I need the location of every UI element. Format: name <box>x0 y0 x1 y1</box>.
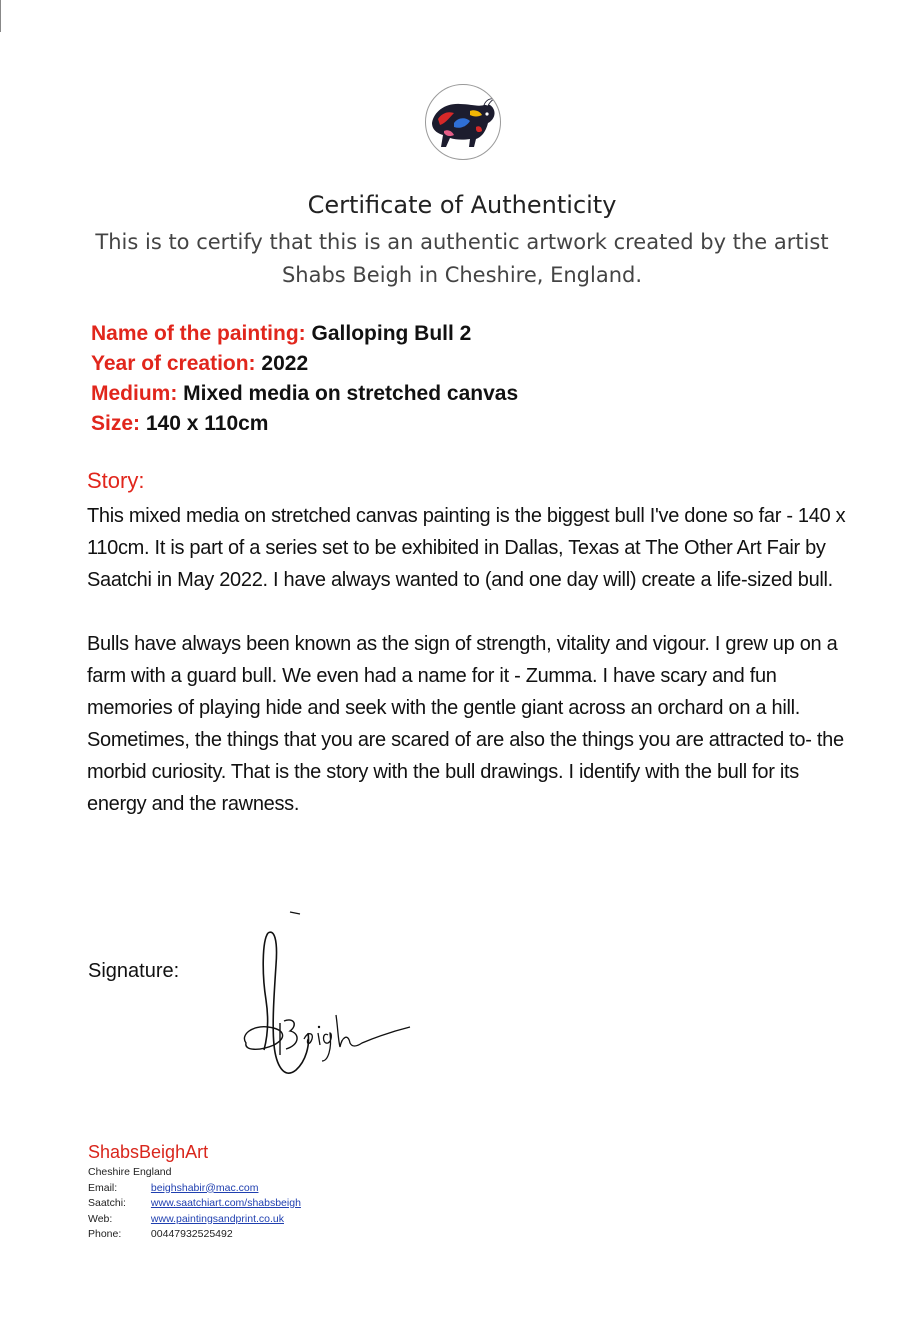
bull-logo-icon <box>424 83 502 161</box>
painting-name-label: Name of the painting: <box>91 322 306 345</box>
footer-phone-row <box>88 1227 488 1243</box>
footer-location: Cheshire England <box>88 1166 172 1178</box>
signature-label: Signature: <box>88 960 180 982</box>
page-edge-mark <box>0 0 1 32</box>
web-link[interactable]: www.paintingsandprint.co.uk <box>150 1212 284 1225</box>
medium-label: Medium: <box>91 382 178 405</box>
year-label: Year of creation: <box>91 352 256 375</box>
year-row <box>91 349 871 379</box>
certificate-statement <box>60 226 864 292</box>
artwork-details <box>91 319 871 439</box>
size-label: Size: <box>91 412 141 435</box>
medium-value: Mixed media on stretched canvas <box>183 382 519 405</box>
size-value: 140 x 110cm <box>145 412 269 435</box>
story-paragraph-2: Bulls have always been known as the sign of strength, vitality and vigour. I grew up on a farm with a guard bull. We even had a name for it - Zumma. I have scary and fun memories of playing hide and seek with the gentle giant across an orchard on a hill. Sometimes, the things that you are scared of are also the things you are attracted to- the morbid curiosity. That is the story with the bull drawings. I identify with the bull for its energy and the rawness. <box>87 633 844 815</box>
web-label: Web: <box>88 1212 113 1225</box>
statement-line-2: Shabs Beigh in Cheshire, England. <box>281 263 643 287</box>
artist-signature <box>228 905 418 1105</box>
footer-saatchi-row <box>88 1196 488 1212</box>
year-value: 2022 <box>261 352 309 375</box>
saatchi-link[interactable]: www.saatchiart.com/shabsbeigh <box>150 1197 301 1209</box>
painting-name-row <box>91 319 871 349</box>
brand-name: ShabsBeighArt <box>88 1142 209 1162</box>
footer-contact <box>88 1142 488 1243</box>
saatchi-label: Saatchi: <box>88 1197 126 1209</box>
medium-row <box>91 379 871 409</box>
certificate-title: Certificate of Authenticity <box>307 191 617 219</box>
story-heading: Story: <box>87 468 145 493</box>
size-row <box>91 409 871 439</box>
signature-name: Beigh <box>228 905 231 906</box>
story-body <box>87 500 847 852</box>
phone-label: Phone: <box>88 1228 122 1240</box>
statement-line-1: This is to certify that this is an authentic artwork created by the artist <box>95 230 829 254</box>
email-label: Email: <box>88 1181 118 1194</box>
footer-web-row <box>88 1212 488 1228</box>
story-paragraph-1: This mixed media on stretched canvas painting is the biggest bull I've done so far - 140 x 110cm. It is part of a series set to be exhibited in Dallas, Texas at The Other Art Fair by Saatchi in May 2022. I have always wanted to (and one day will) create a life-sized bull. <box>87 505 846 591</box>
painting-name-value: Galloping Bull 2 <box>311 322 472 345</box>
footer-email-row <box>88 1181 488 1197</box>
phone-value: 00447932525492 <box>150 1228 233 1240</box>
email-link[interactable]: beighshabir@mac.com <box>150 1181 259 1194</box>
